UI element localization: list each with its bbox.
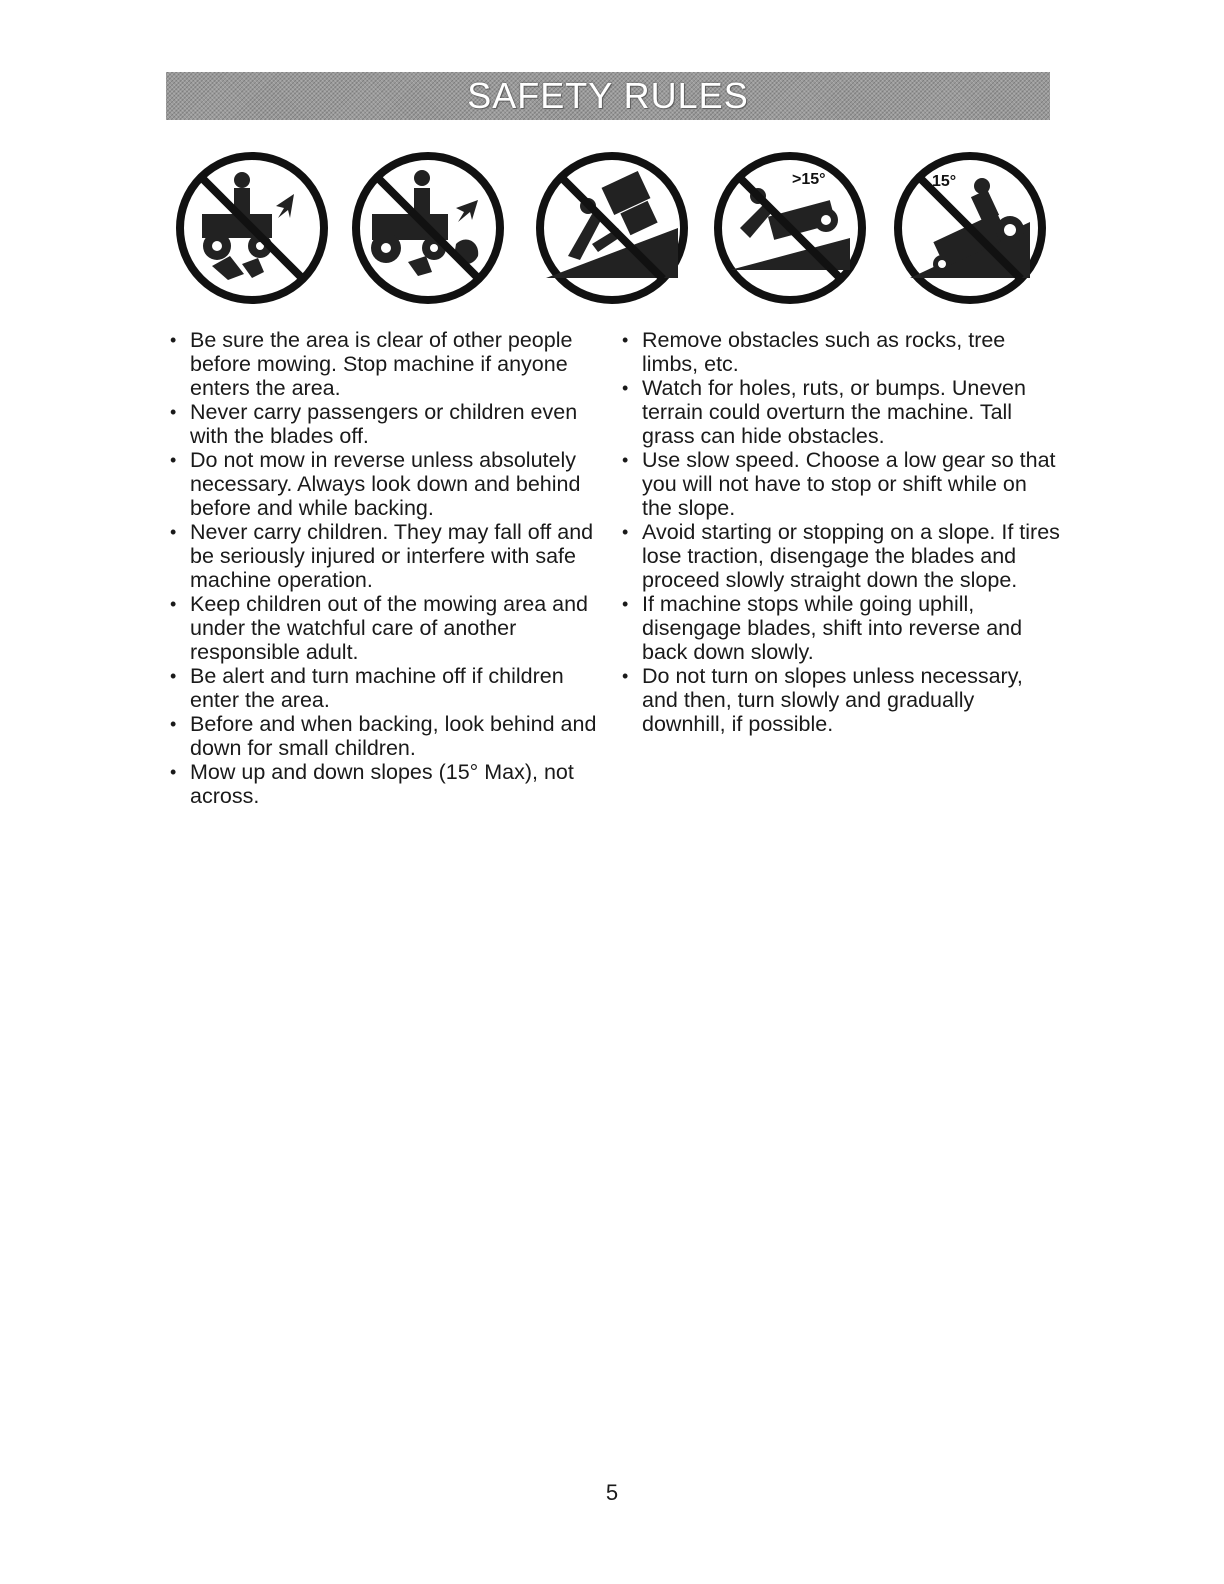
page-title: SAFETY RULES (467, 75, 749, 116)
no-bystanders-mowing-icon (172, 148, 332, 308)
no-passengers-icon (348, 148, 508, 308)
list-item: • If machine stops while going uphill, disengage blades, shift into reverse and back down slowly. (622, 592, 1062, 664)
list-item: • Never carry passengers or children even with the blades off. (170, 400, 602, 448)
page-number: 5 (605, 1480, 619, 1505)
no-downhill-over-15-icon (890, 148, 1050, 308)
list-item: • Before and when backing, look behind and down for small children. (170, 712, 602, 760)
section-banner (166, 72, 1050, 120)
list-item: • Keep children out of the mowing area and under the watchful care of another responsible adult. (170, 592, 602, 664)
safety-rules-right-column (622, 328, 1062, 736)
safety-rules-left-column (170, 328, 602, 808)
no-uphill-over-15-icon (710, 148, 870, 308)
slope-angle-label: 15° (932, 173, 957, 190)
safety-icons-row (166, 148, 1050, 308)
list-item: • Remove obstacles such as rocks, tree limbs, etc. (622, 328, 1062, 376)
list-item: • Be alert and turn machine off if children enter the area. (170, 664, 602, 712)
slope-angle-label: >15° (792, 171, 826, 188)
list-item: • Use slow speed. Choose a low gear so that you will not have to stop or shift while on the slope. (622, 448, 1062, 520)
list-item: • Mow up and down slopes (15° Max), not across. (170, 760, 602, 808)
list-item: • Do not turn on slopes unless necessary, and then, turn slowly and gradually downhill, if possible. (622, 664, 1062, 736)
list-item: • Never carry children. They may fall off and be seriously injured or interfere with safe machine operation. (170, 520, 602, 592)
no-tipping-on-slope-icon (532, 148, 692, 308)
list-item: • Do not mow in reverse unless absolutely necessary. Always look down and behind before and while backing. (170, 448, 602, 520)
list-item: • Be sure the area is clear of other people before mowing. Stop machine if anyone enters the area. (170, 328, 602, 400)
list-item: • Watch for holes, ruts, or bumps. Uneven terrain could overturn the machine. Tall grass can hide obstacles. (622, 376, 1062, 448)
list-item: • Avoid starting or stopping on a slope. If tires lose traction, disengage the blades and proceed slowly straight down the slope. (622, 520, 1062, 592)
